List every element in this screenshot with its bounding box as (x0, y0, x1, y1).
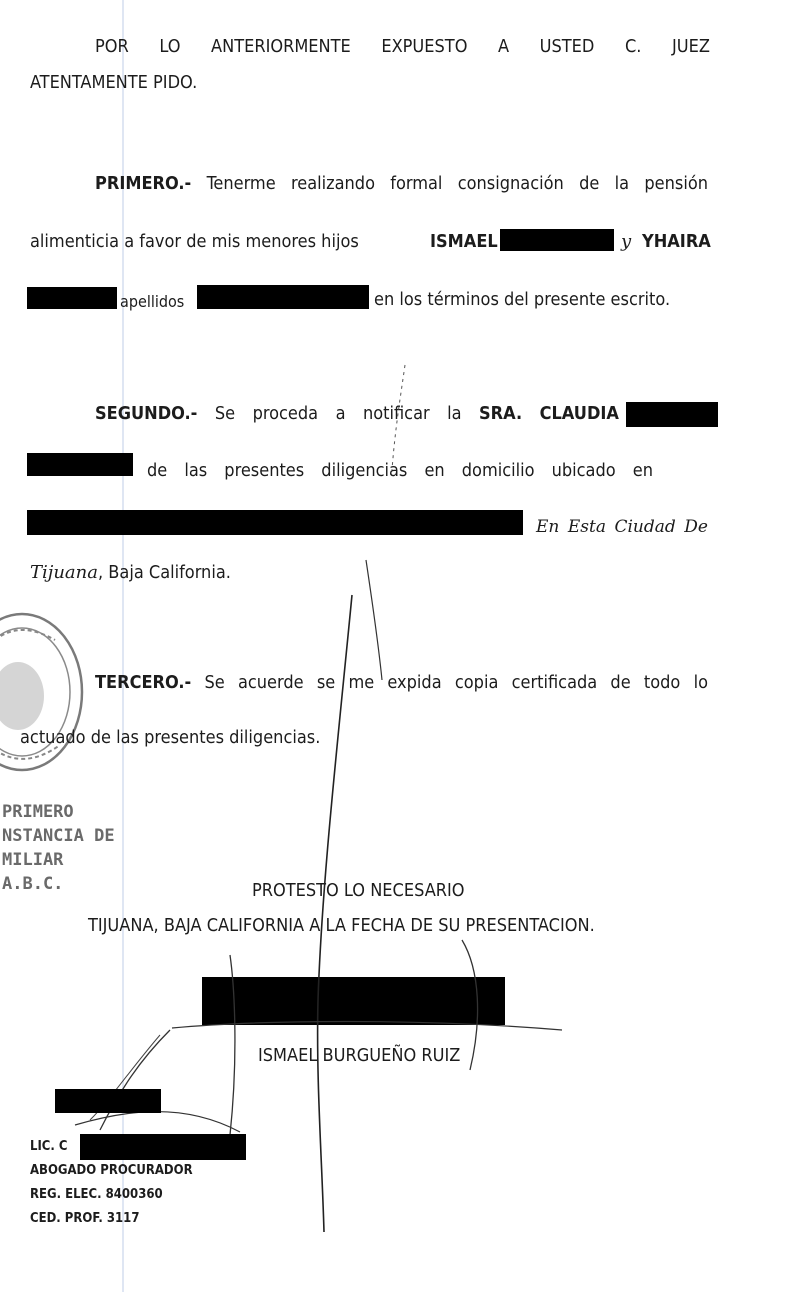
segundo-city-word: En (536, 517, 560, 537)
redaction-box (80, 1134, 246, 1160)
segundo-city-word: Ciudad (614, 517, 676, 537)
segundo-word: domicilio (461, 460, 535, 481)
tercero-line-2: actuado de las presentes diligencias. (20, 727, 321, 748)
primero-word: pensión (644, 173, 708, 194)
segundo-city-word: Esta (567, 517, 606, 537)
primero-name-yhaira: YHAIRA (642, 231, 711, 252)
tercero-word: se (316, 672, 336, 693)
segundo-word: en (424, 460, 445, 481)
primero-word: la (614, 173, 630, 194)
intro-word: EXPUESTO (381, 36, 468, 57)
intro-word: JUEZ (671, 36, 710, 57)
stamp-line: A.B.C. (2, 874, 64, 894)
tercero-word: de (610, 672, 631, 693)
primero-word: consignación (457, 173, 564, 194)
tercero-word: certificada (511, 672, 598, 693)
primero-name-ismael: ISMAEL (430, 231, 498, 252)
segundo-word: Se (214, 403, 236, 424)
redaction-box (626, 402, 718, 427)
intro-line-1 (95, 36, 710, 58)
intro-word: USTED (539, 36, 595, 57)
segundo-word: notificar (362, 403, 430, 424)
intro-word: A (498, 36, 510, 57)
primero-label: PRIMERO.- (95, 173, 192, 194)
tercero-word: expida (387, 672, 442, 693)
segundo-city (536, 516, 708, 538)
segundo-line-4 (30, 562, 231, 584)
segundo-line-2 (147, 460, 653, 482)
segundo-word: en (632, 460, 653, 481)
intro-word: ANTERIORMENTE (211, 36, 351, 57)
stamp-line: PRIMERO (2, 802, 74, 822)
segundo-sra: SRA. (479, 403, 523, 424)
stamp-line: MILIAR (2, 850, 64, 870)
primero-line-3-end: en los términos del presente escrito. (374, 289, 671, 310)
redaction-box (55, 1089, 161, 1113)
fecha-line: TIJUANA, BAJA CALIFORNIA A LA FECHA DE SU PRESENTACION. (88, 915, 595, 936)
attorney-reg: REG. ELEC. 8400360 (30, 1187, 163, 1202)
primero-line-2a: alimenticia a favor de mis menores hijos (30, 231, 359, 252)
redaction-box (500, 229, 614, 251)
segundo-tijuana: Tijuana (30, 562, 98, 583)
segundo-city-word: De (684, 517, 708, 537)
redaction-box (197, 285, 369, 309)
tercero-word: Se (204, 672, 225, 693)
segundo-word: diligencias (321, 460, 408, 481)
primero-word: formal (390, 173, 443, 194)
segundo-word: a (335, 403, 346, 424)
tercero-word: lo (693, 672, 708, 693)
segundo-line-4-rest: , Baja California. (98, 562, 231, 583)
stamp-line: NSTANCIA DE (2, 826, 115, 846)
primero-apellidos: apellidos (120, 292, 185, 311)
segundo-claudia: CLAUDIA (539, 403, 619, 424)
primero-y: y (621, 231, 632, 252)
intro-line-2: ATENTAMENTE PIDO. (30, 72, 198, 93)
segundo-label: SEGUNDO.- (95, 403, 198, 424)
attorney-lic: LIC. C (30, 1139, 68, 1154)
tercero-word: copia (454, 672, 499, 693)
primero-word: de (579, 173, 600, 194)
segundo-word: ubicado (551, 460, 616, 481)
protesto-line: PROTESTO LO NECESARIO (252, 880, 465, 901)
tercero-line-1 (95, 672, 708, 694)
signature-redaction (202, 977, 505, 1025)
segundo-word: la (447, 403, 462, 424)
tercero-label: TERCERO.- (95, 672, 192, 693)
redaction-box (27, 287, 117, 309)
segundo-word: presentes (224, 460, 305, 481)
attorney-ced: CED. PROF. 3117 (30, 1211, 140, 1226)
segundo-word: las (184, 460, 208, 481)
primero-word: Tenerme (206, 173, 276, 194)
stamp-text (2, 800, 115, 896)
redaction-box (27, 453, 133, 476)
tercero-word: todo (643, 672, 681, 693)
segundo-line-1 (95, 403, 619, 425)
redaction-box (27, 510, 523, 535)
segundo-word: de (147, 460, 168, 481)
primero-word: realizando (290, 173, 375, 194)
tercero-word: me (348, 672, 375, 693)
signer-name: ISMAEL BURGUEÑO RUIZ (258, 1045, 461, 1066)
court-seal-icon (0, 600, 110, 790)
tercero-word: acuerde (237, 672, 304, 693)
intro-word: C. (624, 36, 642, 57)
segundo-word: proceda (252, 403, 319, 424)
primero-line-1 (95, 173, 708, 195)
intro-word: LO (159, 36, 181, 57)
intro-word: POR (95, 36, 129, 57)
attorney-title: ABOGADO PROCURADOR (30, 1163, 193, 1178)
